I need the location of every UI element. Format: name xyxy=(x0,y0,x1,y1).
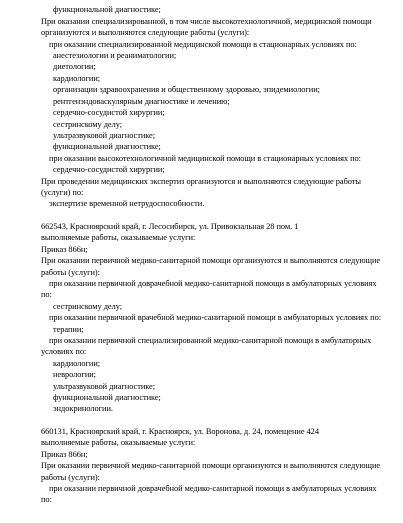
text-line: по: xyxy=(41,495,52,504)
text-line: при оказании первичной врачебной медико-санитарной помощи в амбулаторных условиях по: xyxy=(49,313,382,322)
text-line: работы (услуги): xyxy=(41,268,100,277)
text-line: при оказании первичной доврачебной медико-санитарной помощи в амбулаторных условиях xyxy=(49,279,377,288)
text-line: Приказ 866н; xyxy=(41,245,88,254)
text-line: сестринскому делу; xyxy=(53,120,123,129)
text-line: выполняемые работы, оказываемые услуги: xyxy=(41,438,196,447)
text-line: при оказании первичной специализированной медико-санитарной помощи в амбулаторных xyxy=(49,336,372,345)
text-line: ультразвуковой диагностике; xyxy=(53,382,156,391)
text-line: рентгенэндоваскулярным диагностике и лечению; xyxy=(53,97,230,106)
text-line: функциональной диагностике; xyxy=(53,393,161,402)
text-line: При оказании специализированной, в том числе высокотехнологичной, медицинской помощи xyxy=(41,17,372,26)
text-line: диетологии; xyxy=(53,62,96,71)
text-line: функциональной диагностике; xyxy=(53,5,161,14)
text-line: При оказании первичной медико-санитарной помощи организуются и выполняются следующие xyxy=(41,461,381,470)
text-line: выполняемые работы, оказываемые услуги: xyxy=(41,233,196,242)
text-line: эндокринологии. xyxy=(53,404,113,413)
text-line: условиях по: xyxy=(41,347,87,356)
address-line: 662543, Красноярский край, г. Лесосибирск, ул. Привокзальная 28 пом. 1 xyxy=(41,222,299,231)
text-line: при оказании первичной доврачебной медико-санитарной помощи в амбулаторных условиях xyxy=(49,484,377,493)
text-line: ультразвуковой диагностике; xyxy=(53,131,156,140)
text-line: при оказании высокотехнологичной медицинской помощи в стационарных условиях по: xyxy=(49,154,361,163)
text-line: (услуги) по: xyxy=(41,188,84,197)
text-line: При оказании первичной медико-санитарной помощи организуются и выполняются следующие xyxy=(41,256,381,265)
text-line: экспертизе временной нетрудоспособности. xyxy=(49,199,205,208)
text-line: кардиологии; xyxy=(53,74,101,83)
text-line: при оказании специализированной медицинской помощи в стационарных условиях по: xyxy=(49,40,357,49)
text-line: по: xyxy=(41,290,52,299)
text-line: сердечно-сосудистой хирургии; xyxy=(53,165,165,174)
text-line: функциональной диагностике; xyxy=(53,142,161,151)
text-line: Приказ 866н; xyxy=(41,450,88,459)
address-line: 660131, Красноярский край, г. Красноярск, ул. Воронова, д. 24, помещение 424 xyxy=(41,427,319,436)
text-line: организации здравоохранения и общественному здоровью, эпидемиологии; xyxy=(53,85,320,94)
text-line: анестезиологии и реаниматологии; xyxy=(53,51,177,60)
text-line: При проведении медицинских экспертиз организуются и выполняются следующие работы xyxy=(41,177,361,186)
text-line: неврологии; xyxy=(53,370,96,379)
text-line: сестринскому делу; xyxy=(53,302,123,311)
text-line: работы (услуги): xyxy=(41,473,100,482)
text-line: сердечно-сосудистой хирургии; xyxy=(53,108,165,117)
text-line: кардиологии; xyxy=(53,359,101,368)
text-line: терапии; xyxy=(53,325,84,334)
text-line: организуются и выполняются следующие работы (услуги): xyxy=(41,28,250,37)
